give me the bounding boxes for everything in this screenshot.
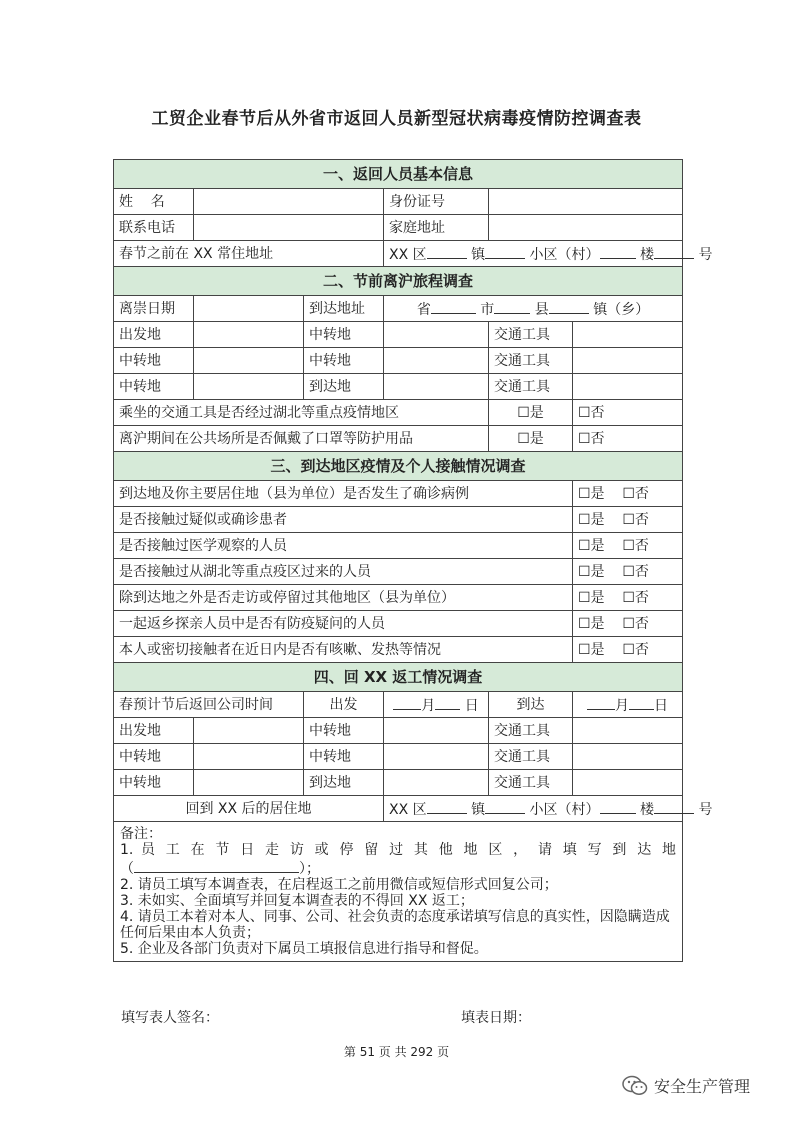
trip-transport3-field[interactable] [573,374,683,400]
leave-date-label: 离崇日期 [114,296,194,322]
trip-transfer2-field[interactable] [194,348,304,374]
trip-transfer3-label: 中转地 [304,348,384,374]
no-checkbox[interactable]: ☐否 [622,615,649,632]
ret-transport1-field[interactable] [573,718,683,744]
ret-transfer3-field[interactable] [384,744,489,770]
trip-transport1-field[interactable] [573,322,683,348]
survey-form [113,159,713,962]
ret-transfer1-field[interactable] [384,718,489,744]
dest-province: 省 [416,302,431,318]
res-town: 镇 [471,802,486,818]
contact-q1-options[interactable] [573,481,683,507]
prev-addr-label: 春节之前在 XX 常住地址 [114,241,384,267]
fill-date-label: 填表日期： [461,1010,531,1026]
yes-checkbox[interactable]: ☐是 [578,485,605,502]
phone-label: 联系电话 [114,215,194,241]
ret-depart-field[interactable] [194,718,304,744]
note-1-blank[interactable] [120,858,676,877]
note-4: 4. 请员工本着对本人、同事、公司、社会负责的态度承诺填写信息的真实性，因隐瞒造成任何后果由本人负责； [120,909,670,941]
ret-arrive-field[interactable] [384,770,489,796]
trip-q1-no[interactable]: ☐否 [573,400,683,426]
trip-depart-label: 出发地 [114,322,194,348]
contact-q3-label: 是否接触过医学观察的人员 [114,533,573,559]
contact-q6-options[interactable] [573,611,683,637]
trip-transfer2-label: 中转地 [114,348,194,374]
contact-q2-label: 是否接触过疑似或确诊患者 [114,507,573,533]
depart-day: 日 [464,698,479,714]
contact-q1-label: 到达地及你主要居住地（县为单位）是否发生了确诊病例 [114,481,573,507]
id-label: 身份证号 [384,189,489,215]
no-checkbox[interactable]: ☐否 [622,537,649,554]
ret-depart-label: 出发地 [114,718,194,744]
no-checkbox[interactable]: ☐否 [622,563,649,580]
trip-transport2-field[interactable] [573,348,683,374]
yes-checkbox[interactable]: ☐是 [578,537,605,554]
section-return: 四、回 XX 返工情况调查 [114,663,683,692]
arrive-label: 到达 [489,692,573,718]
arrive-day: 日 [654,698,669,714]
phone-field[interactable] [194,215,384,241]
section-contact: 三、到达地区疫情及个人接触情况调查 [114,452,683,481]
ret-transport2-label: 交通工具 [489,744,573,770]
contact-q5-options[interactable] [573,585,683,611]
note-1: 1. 员 工 在 节 日 走 访 或 停 留 过 其 他 地 区 ， 请 填 写 到 达 地 [120,842,677,858]
addr-community: 小区（村） [529,247,600,263]
section-trip: 二、节前离沪旅程调查 [114,267,683,296]
dest-city: 市 [480,302,495,318]
trip-transfer4-label: 中转地 [114,374,194,400]
trip-transfer1-field[interactable] [384,322,489,348]
contact-q2-options[interactable] [573,507,683,533]
note-1-open: （ [120,861,134,877]
depart-month: 月 [421,698,436,714]
depart-date-field[interactable] [384,692,489,718]
arrive-date-field[interactable] [573,692,683,718]
brand-logo [622,1074,750,1097]
notes-heading: 备注： [120,826,162,842]
trip-transfer4-field[interactable] [194,374,304,400]
dest-county: 县 [534,302,549,318]
contact-q3-options[interactable] [573,533,683,559]
res-community: 小区（村） [529,802,600,818]
trip-transfer1-label: 中转地 [304,322,384,348]
plan-time-label: 春预计节后返回公司时间 [114,692,304,718]
no-checkbox[interactable]: ☐否 [622,485,649,502]
note-1-close: ）； [299,861,320,877]
yes-checkbox[interactable]: ☐是 [578,615,605,632]
no-checkbox[interactable]: ☐否 [622,511,649,528]
ret-transfer4-label: 中转地 [114,770,194,796]
contact-q7-options[interactable] [573,637,683,663]
ret-arrive-label: 到达地 [304,770,384,796]
contact-q4-label: 是否接触过从湖北等重点疫区过来的人员 [114,559,573,585]
dest-addr-label: 到达地址 [304,296,384,322]
form-title: 工贸企业春节后从外省市返回人员新型冠状病毒疫情防控调查表 [151,109,642,129]
depart-label: 出发 [304,692,384,718]
contact-q6-label: 一起返乡探亲人员中是否有防疫疑问的人员 [114,611,573,637]
contact-q4-options[interactable] [573,559,683,585]
yes-checkbox[interactable]: ☐是 [578,641,605,658]
trip-transfer3-field[interactable] [384,348,489,374]
brand-name: 安全生产管理 [654,1077,751,1096]
name-field[interactable] [194,189,384,215]
res-district: XX 区 [389,802,427,818]
addr-number: 号 [698,247,713,263]
ret-transfer4-field[interactable] [194,770,304,796]
ret-transport3-field[interactable] [573,770,683,796]
page-number: 第 51 页 共 292 页 [343,1045,450,1059]
trip-transport2-label: 交通工具 [489,348,573,374]
no-checkbox[interactable]: ☐否 [622,641,649,658]
ret-transfer1-label: 中转地 [304,718,384,744]
note-2: 2. 请员工填写本调查表，在启程返工之前用微信或短信形式回复公司； [120,877,558,893]
trip-q2-no[interactable]: ☐否 [573,426,683,452]
residence-field[interactable] [384,796,713,822]
contact-q5-label: 除到达地之外是否走访或停留过其他地区（县为单位） [114,585,573,611]
name-label: 姓 名 [114,189,194,215]
ret-transfer2-label: 中转地 [114,744,194,770]
dest-town: 镇（乡） [593,302,650,318]
trip-transport3-label: 交通工具 [489,374,573,400]
trip-q2-yes[interactable]: ☐是 [489,426,573,452]
trip-q1-label: 乘坐的交通工具是否经过湖北等重点疫情地区 [114,400,489,426]
note-3: 3. 未如实、全面填写并回复本调查表的不得回 XX 返工； [120,893,474,909]
trip-transport1-label: 交通工具 [489,322,573,348]
home-label: 家庭地址 [384,215,489,241]
addr-town: 镇 [471,247,486,263]
note-5: 5. 企业及各部门负责对下属员工填报信息进行指导和督促。 [120,941,488,957]
trip-arrive-field[interactable] [384,374,489,400]
wechat-icon [622,1075,648,1097]
trip-q2-label: 离沪期间在公共场所是否佩戴了口罩等防护用品 [114,426,489,452]
trip-q1-yes[interactable]: ☐是 [489,400,573,426]
yes-checkbox[interactable]: ☐是 [578,589,605,606]
ret-transfer2-field[interactable] [194,744,304,770]
ret-transport2-field[interactable] [573,744,683,770]
yes-checkbox[interactable]: ☐是 [578,511,605,528]
res-number: 号 [698,802,713,818]
addr-building: 楼 [640,247,654,263]
yes-checkbox[interactable]: ☐是 [578,563,605,580]
signer-label: 填写表人签名： [121,1010,219,1026]
res-building: 楼 [640,802,654,818]
trip-arrive-label: 到达地 [304,374,384,400]
ret-transport1-label: 交通工具 [489,718,573,744]
home-field[interactable] [489,215,683,241]
no-checkbox[interactable]: ☐否 [622,589,649,606]
residence-label: 回到 XX 后的居住地 [114,796,384,822]
addr-district: XX 区 [389,247,427,263]
notes-cell [114,822,683,962]
arrive-month: 月 [615,698,630,714]
id-field[interactable] [489,189,683,215]
section-basic-info: 一、返回人员基本信息 [114,160,683,189]
prev-addr-field[interactable] [384,241,713,267]
ret-transport3-label: 交通工具 [489,770,573,796]
leave-date-field[interactable] [194,296,304,322]
ret-transfer3-label: 中转地 [304,744,384,770]
contact-q7-label: 本人或密切接触者在近日内是否有咳嗽、发热等情况 [114,637,573,663]
trip-depart-field[interactable] [194,322,304,348]
dest-addr-field[interactable] [384,296,683,322]
